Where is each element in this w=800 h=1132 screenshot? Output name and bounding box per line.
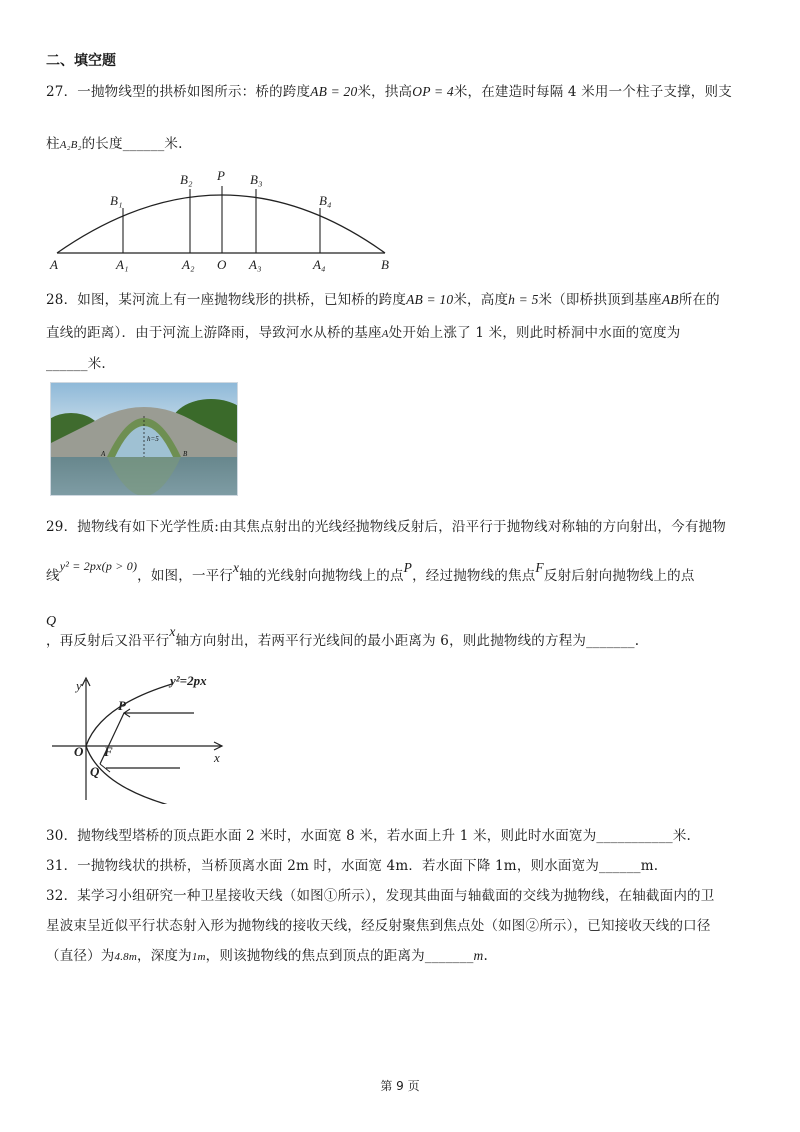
q27-text: 柱	[46, 136, 60, 152]
parabola-curve	[86, 684, 172, 804]
q32-text: （直径）为	[46, 948, 115, 964]
q27-math-op: OP = 4	[412, 84, 454, 99]
label-B1: B₁	[110, 193, 123, 208]
label-B2: B₂	[180, 172, 193, 187]
q28-text: 所在的	[678, 292, 720, 308]
q28-line3: ______米.	[46, 356, 106, 372]
q29-text: ，经过抛物线的焦点	[412, 568, 536, 584]
label-B3: B₃	[250, 172, 263, 187]
q29-text: 轴方向射出，若两平行光线间的最小距离为 6，则此抛物线的方程为_______.	[175, 633, 640, 649]
q32-math-depth: 1m	[191, 951, 206, 963]
q29-line3	[46, 624, 640, 649]
label-O: O	[74, 744, 84, 759]
label-equation: y²=2px	[170, 673, 207, 688]
label-P: P	[118, 698, 126, 713]
label-x: x	[214, 750, 220, 765]
q32-text: .	[483, 948, 488, 964]
q31-line: 31．一抛物线状的拱桥，当桥顶离水面 2m 时，水面宽 4m．若水面下降 1m，则水面宽为______m.	[46, 858, 659, 874]
q27-line2	[46, 132, 183, 152]
section-title: 二、填空题	[46, 53, 116, 69]
q29-text: ，再反射后又沿平行	[46, 633, 170, 649]
q27-text: 米，在建造时每隔 4 米用一个柱子支撑，则支	[453, 84, 732, 100]
q27-math-a2b2: A₂B₂	[59, 139, 82, 151]
photo-label-A: A	[101, 450, 106, 458]
q29-line1: 29．抛物线有如下光学性质:由其焦点射出的光线经抛物线反射后，沿平行于抛物线对称轴的方向射出，今有抛物	[46, 519, 726, 535]
q28-text: 处开始上涨了 1 米，则此时桥洞中水面的宽度为	[388, 325, 681, 341]
q29-math-x2: x	[169, 624, 176, 639]
q27-text: 米，拱高	[357, 84, 413, 100]
q29-math-q-line	[46, 613, 56, 630]
q29-math-x: x	[233, 560, 240, 575]
q29-math-f: F	[535, 560, 544, 575]
q29-text: ，如图，一平行	[137, 568, 234, 584]
q28-text: 米（即桥拱顶到基座	[538, 292, 662, 308]
q30-line: 30．抛物线型塔桥的顶点距水面 2 米时，水面宽 8 米，若水面上升 1 米，则此时水面宽为___________米.	[46, 828, 692, 844]
q32-line1: 32．某学习小组研究一种卫星接收天线（如图①所示），发现其曲面与轴截面的交线为抛物线，在轴截面内的卫	[46, 888, 715, 904]
q29-text: 反射后射向抛物线上的点	[543, 568, 695, 584]
q28-text: 28．如图，某河流上有一座抛物线形的拱桥，已知桥的跨度	[46, 292, 407, 308]
q27-line1	[46, 80, 732, 100]
q32-math-unit: m	[473, 948, 484, 963]
q29-text: 轴的光线射向抛物线上的点	[239, 568, 404, 584]
label-B: B	[381, 257, 389, 272]
photo-label-h: h=5	[147, 435, 159, 443]
bridge-photo	[50, 382, 238, 496]
parabola-optics-figure	[50, 672, 230, 804]
q32-math-diameter: 4.8m	[114, 951, 137, 963]
q27-text: 27．一抛物线型的拱桥如图所示：桥的跨度	[46, 84, 311, 100]
q28-text: 直线的距离）．由于河流上游降雨，导致河水从桥的基座	[46, 325, 382, 341]
label-Q: Q	[90, 764, 100, 779]
label-A1: A₁	[116, 257, 129, 272]
label-A4: A₄	[313, 257, 326, 272]
label-A: A	[50, 257, 58, 272]
photo-label-B: B	[183, 450, 188, 458]
label-P: P	[217, 168, 225, 183]
label-F: F	[104, 744, 113, 759]
q28-math-ab: AB = 10	[406, 292, 454, 307]
bridge-photo-drawing	[51, 383, 237, 495]
parabola-arch	[57, 195, 385, 253]
q29-math-eq: y² = 2px(p > 0)	[59, 559, 138, 573]
q28-text: 米，高度	[453, 292, 509, 308]
q32-line3	[46, 944, 488, 964]
label-A3: A₃	[249, 257, 262, 272]
q28-line2	[46, 321, 680, 341]
q32-text: ，则该抛物线的焦点到顶点的距离为_______	[205, 948, 474, 964]
label-y: y	[76, 678, 82, 693]
q29-line2	[46, 559, 695, 584]
q28-line1	[46, 288, 720, 308]
label-B4: B₄	[319, 193, 332, 208]
q28-math-h: h = 5	[508, 292, 539, 307]
q29-text: 线	[46, 568, 60, 584]
q27-text: 的长度______米.	[81, 136, 183, 152]
q32-text: ，深度为	[137, 948, 192, 964]
arch-bridge-figure	[40, 165, 410, 275]
q27-math-ab: AB = 20	[310, 84, 358, 99]
q28-math-ab2: AB	[661, 292, 679, 307]
page-footer: 第 9 页	[380, 1079, 420, 1093]
label-A2: A₂	[182, 257, 195, 272]
q29-math-q: Q	[46, 614, 57, 629]
q32-line2: 星波束呈近似平行状态射入形为抛物线的接收天线，经反射聚焦到焦点处（如图②所示），已知接收天线的口径	[46, 918, 711, 934]
label-O: O	[217, 257, 227, 272]
q29-math-p: P	[403, 560, 413, 575]
q28-math-a: A	[381, 328, 389, 340]
